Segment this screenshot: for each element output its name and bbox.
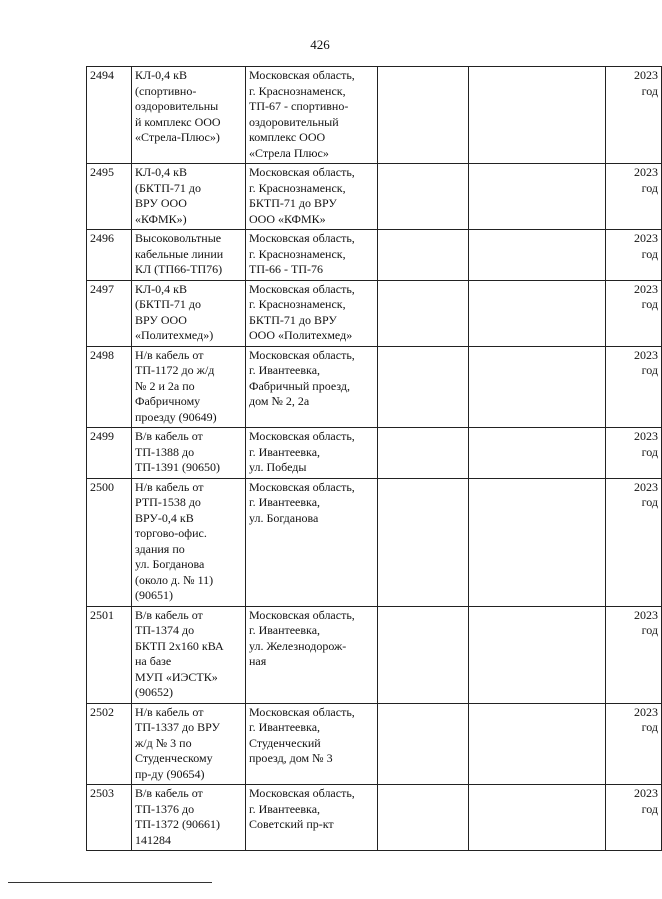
empty-cell-1 xyxy=(378,703,469,785)
object-name-cell: Н/в кабель от РТП-1538 до ВРУ-0,4 кВ торгово-офис. здания по ул. Богданова (около д. № 11) (90651) xyxy=(132,478,246,606)
table-row xyxy=(87,280,662,346)
empty-cell-1 xyxy=(378,346,469,428)
row-number-cell: 2500 xyxy=(87,478,132,606)
register-table-body xyxy=(87,67,662,851)
empty-cell-2 xyxy=(469,703,606,785)
address-cell: Московская область, г. Ивантеевка, ул. Богданова xyxy=(246,478,378,606)
year-cell: 2023 год xyxy=(606,478,662,606)
year-cell: 2023 год xyxy=(606,606,662,703)
address-cell: Московская область, г. Ивантеевка, Студенческий проезд, дом № 3 xyxy=(246,703,378,785)
object-name-cell: В/в кабель от ТП-1376 до ТП-1372 (90661) 141284 xyxy=(132,785,246,851)
empty-cell-1 xyxy=(378,785,469,851)
empty-cell-2 xyxy=(469,280,606,346)
table-row xyxy=(87,703,662,785)
table-row xyxy=(87,164,662,230)
table-row xyxy=(87,478,662,606)
empty-cell-2 xyxy=(469,164,606,230)
year-cell: 2023 год xyxy=(606,703,662,785)
address-cell: Московская область, г. Ивантеевка, Советский пр-кт xyxy=(246,785,378,851)
empty-cell-1 xyxy=(378,280,469,346)
row-number-cell: 2502 xyxy=(87,703,132,785)
row-number-cell: 2497 xyxy=(87,280,132,346)
address-cell: Московская область, г. Ивантеевка, ул. Победы xyxy=(246,428,378,479)
year-cell: 2023 год xyxy=(606,164,662,230)
year-cell: 2023 год xyxy=(606,785,662,851)
row-number-cell: 2496 xyxy=(87,230,132,281)
empty-cell-1 xyxy=(378,478,469,606)
row-number-cell: 2499 xyxy=(87,428,132,479)
row-number-cell: 2498 xyxy=(87,346,132,428)
empty-cell-2 xyxy=(469,785,606,851)
year-cell: 2023 год xyxy=(606,346,662,428)
row-number-cell: 2501 xyxy=(87,606,132,703)
address-cell: Московская область, г. Ивантеевка, ул. Железнодорож- ная xyxy=(246,606,378,703)
empty-cell-2 xyxy=(469,346,606,428)
address-cell: Московская область, г. Краснознаменск, БКТП-71 до ВРУ ООО «Политехмед» xyxy=(246,280,378,346)
page-number: 426 xyxy=(310,37,330,52)
empty-cell-1 xyxy=(378,230,469,281)
address-cell: Московская область, г. Краснознаменск, ТП-66 - ТП-76 xyxy=(246,230,378,281)
year-cell: 2023 год xyxy=(606,280,662,346)
register-table xyxy=(86,66,662,851)
object-name-cell: Высоковольтные кабельные линии КЛ (ТП66-ТП76) xyxy=(132,230,246,281)
year-cell: 2023 год xyxy=(606,230,662,281)
row-number-cell: 2494 xyxy=(87,67,132,164)
year-cell: 2023 год xyxy=(606,428,662,479)
empty-cell-1 xyxy=(378,606,469,703)
empty-cell-2 xyxy=(469,230,606,281)
footer-rule xyxy=(8,882,212,883)
object-name-cell: В/в кабель от ТП-1374 до БКТП 2х160 кВА на базе МУП «ИЭСТК» (90652) xyxy=(132,606,246,703)
object-name-cell: КЛ-0,4 кВ (БКТП-71 до ВРУ ООО «Политехмед») xyxy=(132,280,246,346)
table-row xyxy=(87,346,662,428)
row-number-cell: 2503 xyxy=(87,785,132,851)
empty-cell-1 xyxy=(378,67,469,164)
table-row xyxy=(87,606,662,703)
object-name-cell: В/в кабель от ТП-1388 до ТП-1391 (90650) xyxy=(132,428,246,479)
year-cell: 2023 год xyxy=(606,67,662,164)
table-row xyxy=(87,785,662,851)
object-name-cell: КЛ-0,4 кВ (спортивно- оздоровительны й комплекс ООО «Стрела-Плюс») xyxy=(132,67,246,164)
object-name-cell: Н/в кабель от ТП-1172 до ж/д № 2 и 2а по Фабричному проезду (90649) xyxy=(132,346,246,428)
address-cell: Московская область, г. Ивантеевка, Фабричный проезд, дом № 2, 2а xyxy=(246,346,378,428)
empty-cell-2 xyxy=(469,67,606,164)
table-row xyxy=(87,230,662,281)
empty-cell-2 xyxy=(469,478,606,606)
empty-cell-1 xyxy=(378,164,469,230)
empty-cell-2 xyxy=(469,606,606,703)
empty-cell-1 xyxy=(378,428,469,479)
object-name-cell: КЛ-0,4 кВ (БКТП-71 до ВРУ ООО «КФМК») xyxy=(132,164,246,230)
address-cell: Московская область, г. Краснознаменск, БКТП-71 до ВРУ ООО «КФМК» xyxy=(246,164,378,230)
table-row xyxy=(87,428,662,479)
empty-cell-2 xyxy=(469,428,606,479)
row-number-cell: 2495 xyxy=(87,164,132,230)
object-name-cell: Н/в кабель от ТП-1337 до ВРУ ж/д № 3 по Студенческому пр-ду (90654) xyxy=(132,703,246,785)
table-row xyxy=(87,67,662,164)
address-cell: Московская область, г. Краснознаменск, ТП-67 - спортивно- оздоровительный комплекс ООО «Стрела Плюс» xyxy=(246,67,378,164)
